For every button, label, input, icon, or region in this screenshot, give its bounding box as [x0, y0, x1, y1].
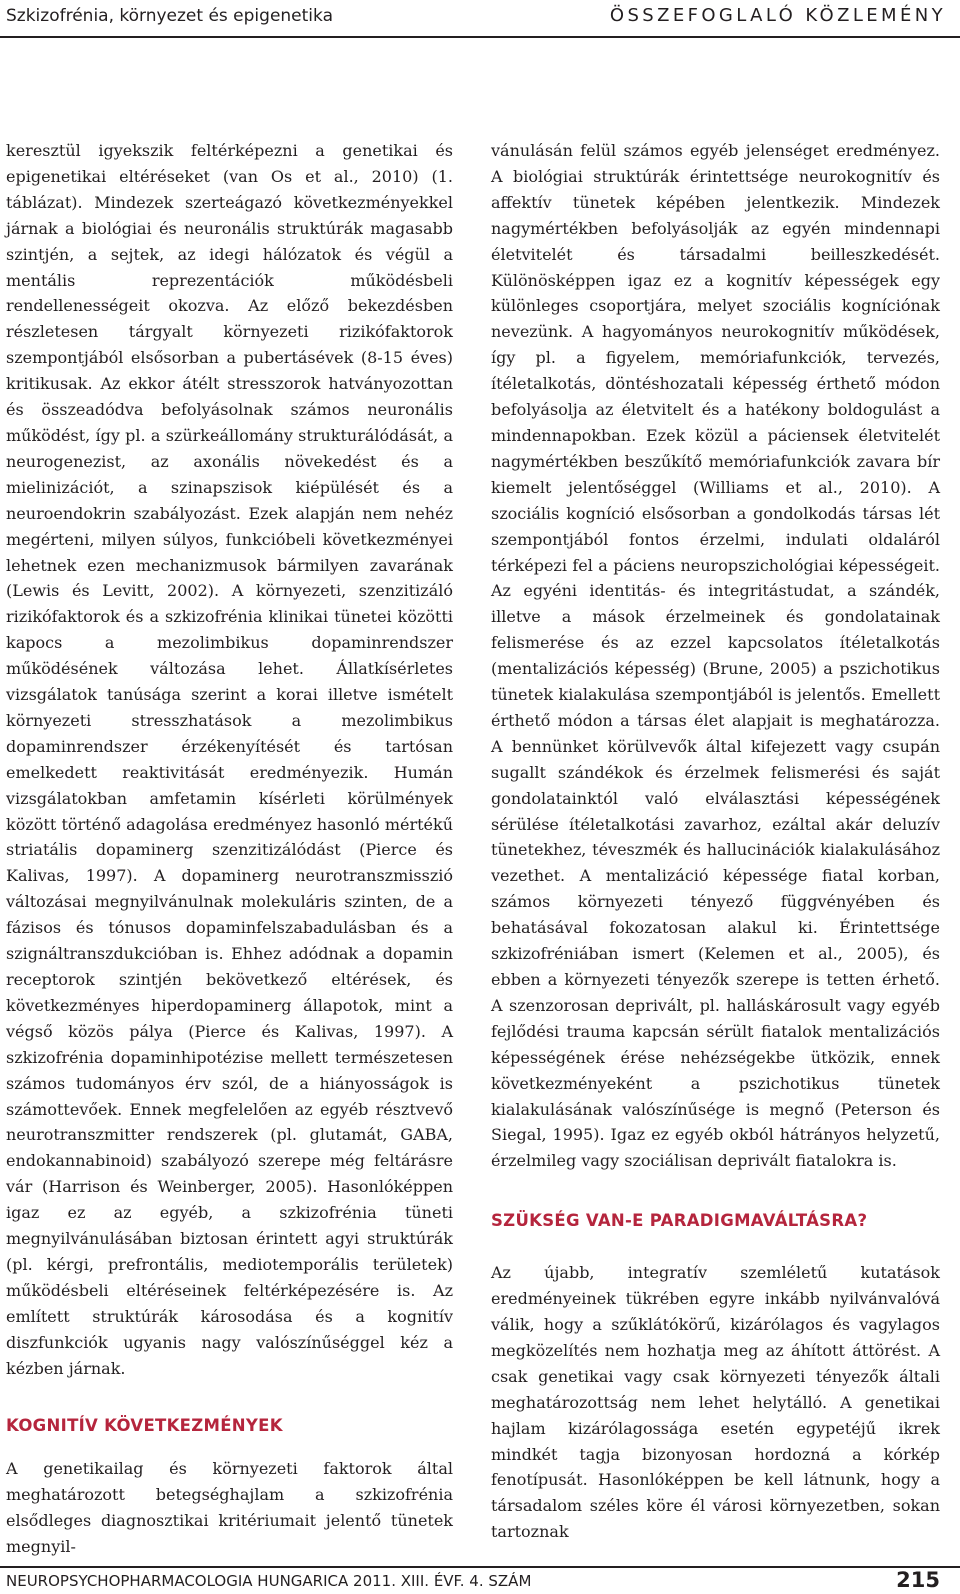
section-heading-cognitive: KOGNITÍV KÖVETKEZMÉNYEK: [6, 1415, 283, 1435]
footer-divider: [0, 1566, 960, 1568]
body-paragraph: vánulásán felül számos egyéb jelenséget eredményez. A biológiai struktúrák érintettsége neurokognitív és affektív tünetek képében jelentkezik. Mindezek nagymértékben befolyásolják az egyén mindennapi életvitelét és társadalmi beilleszkedését. Különösképpen igaz ez a kognitív képességek egy különleges csoportjára, melyet szociális kogníciónak nevezünk. A hagyományos neurokognitív működések, így pl. a figyelem, memóriafunkciók, tervezés, ítéletalkotás, döntéshozatali képesség érthető módon befolyásolja az életvitelt és a hatékony boldogulást a mindennapokban. Ezek közül a páciensek életvitelét nagymértékben beszűkítő memóriafunkciók zavara bír kiemelt jelentőséggel (Williams et al., 2010). A szociális kogníció elsősorban a gondolkodás társas lét szempontjából fontos érzelmi, indulati oldaláról térképezi fel a páciens neuropszichológiai képességeit. Az egyéni identitás- és integritástudat, a szándék, illetve a mások érzelmeinek és gondolatainak felismerése és az ezzel kapcsolatos ítéletalkotás (mentalizációs képesség) (Brune, 2005) a pszichotikus tünetek kialakulása szempontjából is jelentős. Emellett érthető módon a társas élet alapjait is meghatározza. A bennünket körülvevők által kifejezett vagy csupán sugallt szándékok és érzelmek felismerési és saját gondolatainktól való elválasztási képességének sérülése ítéletalkotási zavarhoz, ezáltal akár deluzív tünetekhez, téveszmék és hallucinációk kialakulásához vezethet. A mentalizáció képessége fiatal korban, számos környezeti tényező függvényében és behatásával fokozatosan alakul ki. Érintettsége szkizofréniában ismert (Kelemen et al., 2005), és ebben a környezeti tényezők szerepe is tetten érhető. A szenzorosan deprivált, pl. halláskárosult vagy egyéb fejlődési trauma kapcsán sérült fiatalok mentalizációs képességének érése nehézségekbe ütközik, ennek következményeként a pszichotikus tünetek kialakulásának valószínűsége is megnő (Peterson és Siegal, 1995). Igaz ez egyéb okból hátrányos helyzetű, érzelmileg vagy szociálisan deprivált fiatalokra is.: [491, 141, 940, 1171]
page-number: 215: [896, 1568, 940, 1592]
body-paragraph: A genetikailag és környezeti faktorok által meghatározott betegséghajlam a szkizofrénia elsődleges diagnosztikai kritériumait jelentő tünetek megnyil-: [6, 1459, 453, 1557]
article-category: ÖSSZEFOGLALÓ KÖZLEMÉNY: [609, 5, 946, 26]
body-paragraph: Az újabb, integratív szemléletű kutatások eredményeinek tükrében egyre inkább nyilvánvalóvá válik, hogy a szűklátókörű, kizárólagos és vagylagos megközelítés nem hozhatja meg az áhított áttörést. A csak genetikai vagy csak környezeti tényezők általi meghatározottság nem lehet helytálló. A genetikai hajlam kizárólagossága esetén egypetéjű ikrek mindkét tagja bizonyosan hordozná a kórkép fenotípusát. Hasonlóképpen be kell látnunk, hogy a társadalom széles köre él városi környezetben, sokan tartoznak: [491, 1263, 940, 1542]
body-paragraph: keresztül igyekszik feltérképezni a genetikai és epigenetikai eltéréseket (van Os et al., 2010) (1. táblázat). Mindezek szerteágazó következményekkel járnak a biológiai és neuronális struktúrák magasabb szintjén, a sejtek, az idegi hálózatok és végül a mentális reprezentációk működésbeli rendellenességeit okozva. Az előző bekezdésben részletesen tárgyalt környezeti rizikófaktorok szempontjából elsősorban a pubertásévek (8-15 éves) kritikusak. Az ekkor átélt stresszorok hatványozottan és összeadódva befolyásolnak számos neuronális működést, így pl. a szürkeállomány strukturálódását, a neurogenezist, az axonális növekedést és a mielinizációt, a szinapszisok kiépülését és a neuroendokrin szabályozást. Ezek alapján nem nehéz megérteni, milyen súlyos, funkcióbeli következményei lehetnek ezen mechanizmusok bármilyen zavarának (Lewis és Levitt, 2002). A környezeti, szenzitizáló rizikófaktorok és a szkizofrénia klinikai tünetei közötti kapocs a mezolimbikus dopaminrendszer működésének változása lehet. Állatkísérletes vizsgálatok tanúsága szerint a korai illetve ismételt környezeti stresszhatások a mezolimbikus dopaminrendszer érzékenyítését és tartósan emelkedett reaktivitását eredményezik. Humán vizsgálatokban amfetamin kísérleti körülmények között történő adagolása eredményez hasonló mértékű striatális dopaminerg szenzitizálódást (Pierce és Kalivas, 1997). A dopaminerg neurotranszmisszió változásai megnyilvánulnak molekuláris szinten, de a fázisos és tónusos dopaminfelszabadulásban és a szignáltranszdukcióban is. Ehhez adódnak a dopamin receptorok szintjén bekövetkező eltérések, és következményes hiperdopaminerg állapotok, mint a végső közös pálya (Pierce és Kalivas, 1997). A szkizofrénia dopaminhipotézise mellett természetesen számos tudományos érv szól, de a hiányosságok is számottevőek. Ennek megfelelően az egyéb résztvevő neurotranszmitter rendszerek (pl. glutamát, GABA, endokannabinoid) szabályozó szerepe még feltárásre vár (Harrison és Weinberger, 2005). Hasonlóképpen igaz ez az egyéb, a szkizofrénia tüneti megnyilvánulásában biztosan érintett agyi struktúrák (pl. kérgi, prefrontális, mediotemporális területek) működésbeli eltéréseinek feltérképezésére is. Az említett struktúrák károsodása és a kognitív diszfunkciók ugyanis nagy valószínűséggel kéz a kézben járnak.: [6, 141, 453, 1378]
running-header: [0, 0, 960, 38]
journal-citation: NEUROPSYCHOPHARMACOLOGIA HUNGARICA 2011. XIII. ÉVF. 4. SZÁM: [6, 1572, 532, 1590]
section-heading-paradigm: SZÜKSÉG VAN-E PARADIGMAVÁLTÁSRA?: [491, 1211, 868, 1231]
left-column: [6, 138, 453, 1560]
running-title: Szkizofrénia, környezet és epigenetika: [6, 6, 333, 26]
right-column: [491, 138, 940, 1545]
